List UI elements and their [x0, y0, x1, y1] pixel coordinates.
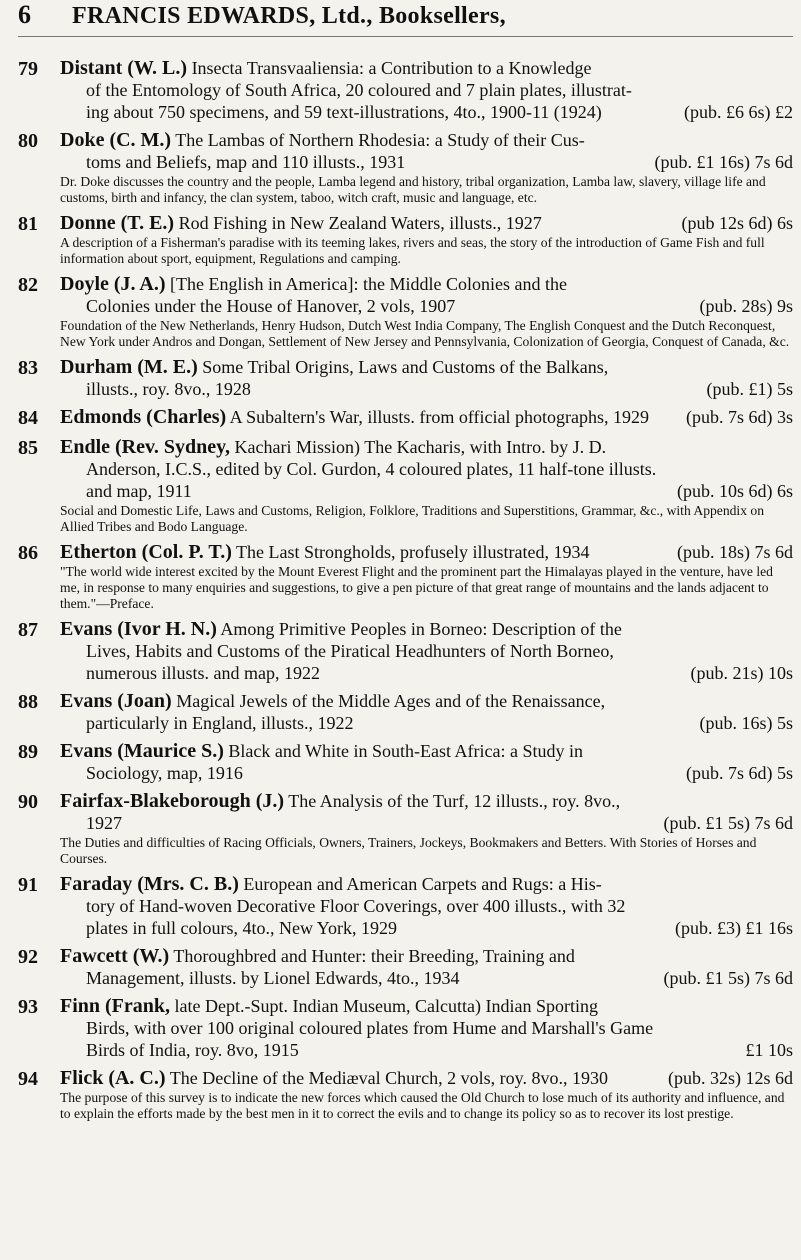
entry-line	[60, 873, 793, 895]
entry-number: 79	[18, 58, 38, 80]
entry-title-text: Birds, with over 100 original coloured plates from Hume and Marshall's Game	[86, 1018, 654, 1038]
entry-price: (pub. £3) £1 16s	[675, 918, 793, 938]
catalogue-entry	[18, 1067, 793, 1122]
page-header	[18, 0, 793, 37]
catalogue-entry	[18, 436, 793, 535]
entry-title-text: Anderson, I.C.S., edited by Col. Gurdon, 4 coloured plates, 11 half-tone illusts.	[86, 459, 657, 479]
entry-line	[60, 1067, 793, 1089]
entry-number: 94	[18, 1068, 38, 1090]
entry-body	[60, 212, 793, 267]
entry-line	[60, 541, 793, 563]
entry-body	[60, 57, 793, 123]
entry-price: (pub. £1 5s) 7s 6d	[663, 968, 793, 988]
entry-body	[60, 740, 793, 784]
entry-number: 89	[18, 741, 38, 763]
entry-body	[60, 541, 793, 612]
entry-body	[60, 945, 793, 989]
entry-body	[60, 406, 793, 430]
entry-list	[18, 57, 793, 1122]
entry-description: "The world wide interest excited by the Mount Everest Flight and the prominent part the Himalayas played in the venture, have led me, in response to many enquiries and suggestions, to give a pen picture of that great range of mountains and the lands adjacent to them."—Preface.	[60, 564, 773, 611]
entry-price: (pub. 28s) 9s	[699, 296, 793, 316]
entry-line	[60, 378, 793, 400]
entry-author: Finn (Frank,	[60, 995, 171, 1017]
entry-line	[60, 129, 793, 151]
entry-author: Donne (T. E.)	[60, 212, 175, 234]
entry-price: (pub 12s 6d) 6s	[681, 213, 793, 233]
entry-line	[60, 151, 793, 173]
entry-number: 86	[18, 542, 38, 564]
entry-body	[60, 436, 793, 535]
entry-line	[60, 895, 793, 917]
entry-title-text: The Last Strongholds, profusely illustrated, 1934	[236, 542, 590, 562]
entry-number: 84	[18, 407, 38, 429]
entry-title-text: Sociology, map, 1916	[86, 763, 243, 783]
catalogue-entry	[18, 995, 793, 1061]
catalogue-entry	[18, 356, 793, 400]
entry-body	[60, 995, 793, 1061]
entry-price: (pub. 10s 6d) 6s	[677, 481, 793, 501]
entry-title-text: ing about 750 specimens, and 59 text-illustrations, 4to., 1900-11 (1924)	[86, 102, 602, 122]
entry-number: 83	[18, 357, 38, 379]
entry-line	[60, 945, 793, 967]
entry-price: (pub. £1 5s) 7s 6d	[663, 813, 793, 833]
entry-author: Evans (Maurice S.)	[60, 740, 224, 762]
entry-price: (pub. £1 16s) 7s 6d	[654, 152, 793, 172]
entry-author: Doyle (J. A.)	[60, 273, 166, 295]
entry-title-text: particularly in England, illusts., 1922	[86, 713, 354, 733]
entry-line	[60, 273, 793, 295]
entry-number: 93	[18, 996, 38, 1018]
entry-line	[60, 79, 793, 101]
entry-title-text: illusts., roy. 8vo., 1928	[86, 379, 251, 399]
entry-title-text: toms and Beliefs, map and 110 illusts., 1931	[86, 152, 406, 172]
entry-line	[60, 406, 793, 428]
entry-price: (pub. 7s 6d) 5s	[686, 763, 793, 783]
entry-title-text: Birds of India, roy. 8vo, 1915	[86, 1040, 299, 1060]
entry-description: The Duties and difficulties of Racing Officials, Owners, Trainers, Jockeys, Bookmakers and Betters. With Stories of Horses and Courses.	[60, 835, 757, 866]
entry-line	[60, 762, 793, 784]
entry-line	[60, 812, 793, 834]
page-number: 6	[18, 0, 31, 29]
entry-author: Flick (A. C.)	[60, 1067, 166, 1089]
entry-description: Dr. Doke discusses the country and the people, Lamba legend and history, tribal organization, Lamba law, slavery, village life and customs, birth and infancy, the clan system, taboo, witch craft, music and language, etc.	[60, 174, 766, 205]
entry-price: £1 10s	[745, 1040, 793, 1060]
entry-line	[60, 101, 793, 123]
entry-description: Foundation of the New Netherlands, Henry Hudson, Dutch West India Company, The English Conquest and the Dutch Reconquest, New York under Andros and Dongan, Settlement of New Jersey and Pennsylvania, Colonization of Georgia, Conquest of Canada, &c.	[60, 318, 790, 349]
entry-author: Endle (Rev. Sydney,	[60, 436, 231, 458]
entry-author: Doke (C. M.)	[60, 129, 172, 151]
catalogue-entry	[18, 273, 793, 350]
catalogue-entry	[18, 541, 793, 612]
entry-number: 81	[18, 213, 38, 235]
entry-price: (pub. 7s 6d) 3s	[686, 407, 793, 427]
catalogue-entry	[18, 945, 793, 989]
entry-price: (pub. 21s) 10s	[690, 663, 793, 683]
entry-title-text: of the Entomology of South Africa, 20 coloured and 7 plain plates, illustrat-	[86, 80, 632, 100]
entry-line	[60, 740, 793, 762]
entry-body	[60, 873, 793, 939]
entry-author: Edmonds (Charles)	[60, 406, 227, 428]
entry-title-text: and map, 1911	[86, 481, 192, 501]
entry-title-text: late Dept.-Supt. Indian Museum, Calcutta) Indian Sporting	[174, 996, 598, 1016]
entry-line	[60, 356, 793, 378]
entry-line	[60, 712, 793, 734]
entry-line	[60, 995, 793, 1017]
entry-title-text: Lives, Habits and Customs of the Piratical Headhunters of North Borneo,	[86, 641, 614, 661]
entry-title-text: Among Primitive Peoples in Borneo: Description of the	[220, 619, 622, 639]
entry-title-text: Black and White in South-East Africa: a Study in	[228, 741, 583, 761]
catalogue-entry	[18, 57, 793, 123]
entry-price: (pub. £6 6s) £2	[684, 102, 793, 122]
entry-line	[60, 295, 793, 317]
entry-price: (pub. 18s) 7s 6d	[677, 542, 793, 562]
entry-number: 85	[18, 437, 38, 459]
entry-number: 90	[18, 791, 38, 813]
entry-line	[60, 917, 793, 939]
entry-line	[60, 640, 793, 662]
catalogue-entry	[18, 406, 793, 430]
catalogue-entry	[18, 618, 793, 684]
entry-body	[60, 356, 793, 400]
entry-title-text: The Lambas of Northern Rhodesia: a Study of their Cus-	[175, 130, 585, 150]
entry-author: Distant (W. L.)	[60, 57, 188, 79]
entry-author: Evans (Ivor H. N.)	[60, 618, 217, 640]
entry-price: (pub. 32s) 12s 6d	[668, 1068, 793, 1088]
running-head: FRANCIS EDWARDS, Ltd., Booksellers,	[72, 3, 506, 29]
catalogue-entry	[18, 790, 793, 867]
catalogue-entry	[18, 212, 793, 267]
entry-author: Fairfax-Blakeborough (J.)	[60, 790, 285, 812]
entry-price: (pub. £1) 5s	[706, 379, 793, 399]
entry-line	[60, 458, 793, 480]
entry-line	[60, 212, 793, 234]
entry-description: The purpose of this survey is to indicate the new forces which caused the Old Church to lose much of its authority and influence, and to explain the efforts made by the best men in it to correct the evils and to change its policy so as to recover its lost prestige.	[60, 1090, 785, 1121]
catalogue-entry	[18, 873, 793, 939]
entry-title-text: numerous illusts. and map, 1922	[86, 663, 320, 683]
entry-body	[60, 618, 793, 684]
entry-author: Etherton (Col. P. T.)	[60, 541, 232, 563]
entry-title-text: Thoroughbred and Hunter: their Breeding, Training and	[173, 946, 575, 966]
entry-number: 92	[18, 946, 38, 968]
entry-line	[60, 790, 793, 812]
entry-body	[60, 690, 793, 734]
entry-title-text: Rod Fishing in New Zealand Waters, illusts., 1927	[178, 213, 542, 233]
entry-price: (pub. 16s) 5s	[699, 713, 793, 733]
entry-title-text: Management, illusts. by Lionel Edwards, 4to., 1934	[86, 968, 460, 988]
entry-title-text: The Analysis of the Turf, 12 illusts., roy. 8vo.,	[288, 791, 621, 811]
entry-line	[60, 967, 793, 989]
entry-title-text: A Subaltern's War, illusts. from official photographs, 1929	[229, 407, 650, 427]
catalogue-entry	[18, 740, 793, 784]
entry-title-text: Magical Jewels of the Middle Ages and of the Renaissance,	[176, 691, 606, 711]
entry-description: Social and Domestic Life, Laws and Customs, Religion, Folklore, Traditions and Superstitions, Grammar, &c., with Appendix on Allied Tribes and Bodo Language.	[60, 503, 764, 534]
entry-title-text: [The English in America]: the Middle Colonies and the	[170, 274, 567, 294]
entry-line	[60, 436, 793, 458]
entry-author: Evans (Joan)	[60, 690, 172, 712]
entry-number: 82	[18, 274, 38, 296]
entry-title-text: 1927	[86, 813, 122, 833]
catalogue-entry	[18, 690, 793, 734]
entry-body	[60, 790, 793, 867]
entry-body	[60, 1067, 793, 1122]
entry-body	[60, 129, 793, 206]
catalogue-entry	[18, 129, 793, 206]
entry-line	[60, 618, 793, 640]
entry-author: Fawcett (W.)	[60, 945, 170, 967]
entry-author: Durham (M. E.)	[60, 356, 198, 378]
entry-line	[60, 1039, 793, 1061]
entry-description: A description of a Fisherman's paradise with its teeming lakes, rivers and seas, the story of the introduction of Game Fish and full information about sport, equipment, Regulations and camping.	[60, 235, 765, 266]
entry-line	[60, 57, 793, 79]
entry-line	[60, 690, 793, 712]
entry-title-text: Kachari Mission) The Kacharis, with Intro. by J. D.	[234, 437, 607, 457]
entry-line	[60, 662, 793, 684]
entry-title-text: plates in full colours, 4to., New York, 1929	[86, 918, 397, 938]
entry-title-text: The Decline of the Mediæval Church, 2 vols, roy. 8vo., 1930	[169, 1068, 608, 1088]
entry-number: 80	[18, 130, 38, 152]
entry-line	[60, 1017, 793, 1039]
entry-title-text: Colonies under the House of Hanover, 2 vols, 1907	[86, 296, 456, 316]
entry-title-text: European and American Carpets and Rugs: a His-	[243, 874, 602, 894]
entry-number: 91	[18, 874, 38, 896]
entry-title-text: Insecta Transvaaliensia: a Contribution to a Knowledge	[191, 58, 592, 78]
entry-title-text: Some Tribal Origins, Laws and Customs of the Balkans,	[202, 357, 609, 377]
entry-number: 87	[18, 619, 38, 641]
entry-body	[60, 273, 793, 350]
entry-title-text: tory of Hand-woven Decorative Floor Coverings, over 400 illusts., with 32	[86, 896, 626, 916]
entry-line	[60, 480, 793, 502]
entry-number: 88	[18, 691, 38, 713]
entry-author: Faraday (Mrs. C. B.)	[60, 873, 239, 895]
